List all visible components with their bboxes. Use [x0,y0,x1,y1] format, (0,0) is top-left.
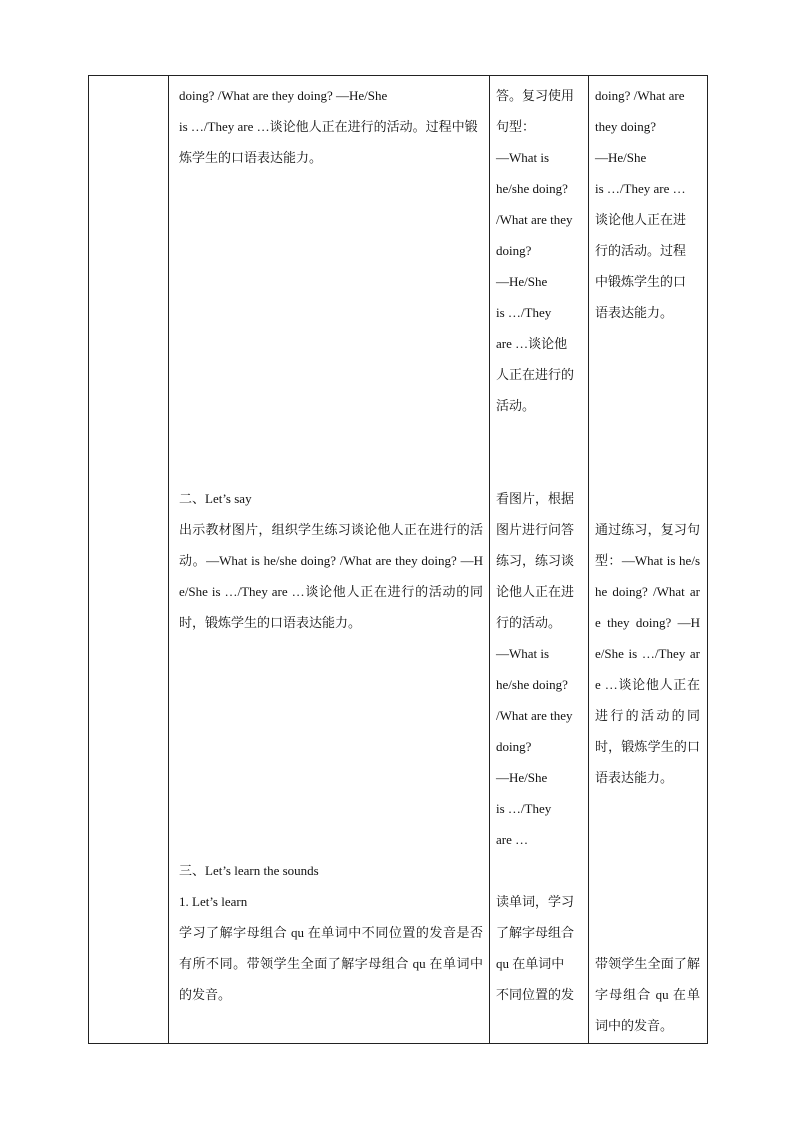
design-intent-block-3: 带领学生全面了解字母组合 qu 在单词中的发音。 [595,956,700,1033]
student-activity-cell [490,76,589,1044]
lets-learn-body: 学习了解字母组合 qu 在单词中不同位置的发音是否有所不同。带领学生全面了解字母组合 qu 在单词中的发音。 [179,925,483,1002]
student-activity-block-1: 答。复习使用 句型： —What is he/she doing? /What are they doing? —He/She is …/They are …谈论他 人正在进行的 活动。 [496,88,575,413]
design-intent-cell [589,76,708,1044]
design-intent-block-1: doing? /What are they doing? —He/She is …/They are … 谈论他人正在进 行的活动。过程 中锻炼学生的口 语表达能力。 [595,88,687,320]
lesson-plan-table [88,75,708,1044]
teacher-activity-block-1: doing? /What are they doing? —He/She is …/They are …谈论他人正在进行的活动。过程中锻炼学生的口语表达能力。 [179,88,478,165]
lets-say-heading: 二、Let’s say [179,491,252,506]
student-activity-block-2: 看图片，根据 图片进行问答 练习，练习谈 论他人正在进 行的活动。 —What is he/she doing? /What are they doing? —He/She is …/They are … [496,491,575,847]
student-activity-block-3: 读单词，学习 了解字母组合 qu 在单词中 不同位置的发 [496,894,575,1002]
lets-say-body: 出示教材图片，组织学生练习谈论他人正在进行的活动。—What is he/she doing? /What are they doing? —He/She is …/They are …谈论他人正在进行的活动的同时，锻炼学生的口语表达能力。 [179,522,483,630]
table-row [89,76,708,1044]
empty-left-cell [89,76,169,1044]
design-intent-block-2: 通过练习，复习句型：—What is he/she doing? /What are they doing? —He/She is …/They are …谈论他人正在进行的活动的同时，锻炼学生的口语表达能力。 [595,522,700,785]
teacher-activity-cell [169,76,490,1044]
spacer [179,204,483,483]
lets-learn-subheading: 1. Let’s learn [179,894,248,909]
lets-learn-sounds-heading: 三、Let’s learn the sounds [179,863,319,878]
spacer [179,762,483,855]
